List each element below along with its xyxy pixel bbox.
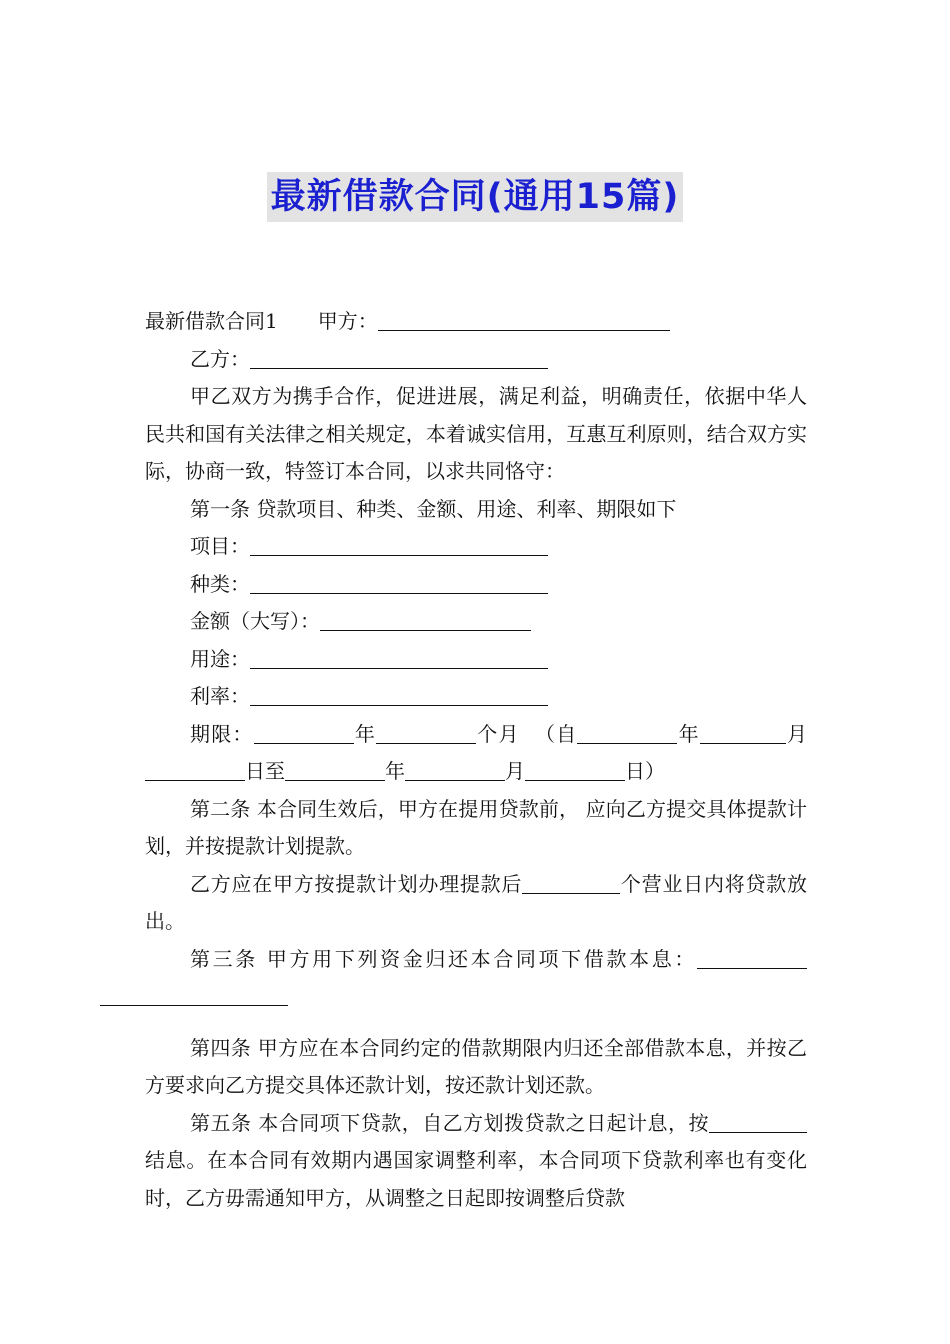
article-2b: 乙方应在甲方按提款计划办理提款后 个营业日内将贷款放出。 [145, 871, 808, 933]
header-line [145, 303, 807, 341]
party-a-label: 甲方： [317, 309, 378, 333]
party-b-line [145, 341, 807, 379]
party-a-blank[interactable] [378, 308, 670, 331]
to-year-blank[interactable] [285, 758, 385, 781]
term-years-blank[interactable] [254, 721, 354, 744]
party-b-blank[interactable] [250, 346, 548, 369]
to-month-blank[interactable] [405, 758, 505, 781]
field-amount: 金额（大写）： [145, 603, 807, 641]
business-days-blank[interactable] [522, 871, 620, 894]
field-type: 种类： [145, 566, 807, 604]
field-project: 项目： [145, 528, 807, 566]
repayment-source-blank-1[interactable] [697, 946, 807, 969]
repayment-source-blank-2[interactable] [100, 983, 288, 1006]
article-2a: 第二条 本合同生效后，甲方在提用贷款前， 应向乙方提交具体提款计划，并按提款计划提款。 [145, 796, 807, 858]
interest-period-blank-1[interactable] [709, 1110, 753, 1133]
term-months-blank[interactable] [376, 721, 476, 744]
from-month-blank[interactable] [700, 721, 786, 744]
from-year-blank[interactable] [577, 721, 677, 744]
interest-period-blank-2[interactable] [753, 1110, 807, 1133]
from-day-blank[interactable] [145, 758, 245, 781]
title-container [0, 172, 950, 222]
type-blank[interactable] [250, 571, 548, 594]
rate-blank[interactable] [250, 683, 548, 706]
amount-blank[interactable] [320, 608, 531, 631]
article-5: 第五条 本合同项下贷款，自乙方划拨贷款之日起计息，按结息。在本合同有效期内遇国家调整利率，本合同项下贷款利率也有变化时，乙方毋需通知甲方，从调整之日起即按调整后贷款 [145, 1110, 807, 1210]
article-4: 第四条 甲方应在本合同约定的借款期限内归还全部借款本息，并按乙方要求向乙方提交具体还款计划，按还款计划还款。 [145, 1035, 807, 1097]
project-blank[interactable] [250, 533, 548, 556]
field-rate: 利率： [145, 678, 807, 716]
field-term: 期限： 年 个月 （自 年 月日至 年 月 日） [145, 716, 807, 791]
article-1: 第一条 贷款项目、种类、金额、用途、利率、期限如下 [190, 496, 677, 521]
document-title: 最新借款合同(通用15篇) [267, 172, 684, 222]
field-usage: 用途： [145, 641, 807, 679]
doc-name: 最新借款合同1 [145, 309, 278, 333]
article-3: 第三条 甲方用下列资金归还本合同项下借款本息： [145, 941, 807, 1016]
to-day-blank[interactable] [525, 758, 625, 781]
contract-body [145, 303, 807, 1217]
usage-blank[interactable] [250, 646, 548, 669]
party-b-label: 乙方： [190, 346, 250, 371]
intro-paragraph: 甲乙双方为携手合作，促进进展，满足利益，明确责任，依据中华人民共和国有关法律之相关规定，本着诚实信用，互惠互利原则，结合双方实际，协商一致，特签订本合同，以求共同恪守： [145, 384, 807, 483]
